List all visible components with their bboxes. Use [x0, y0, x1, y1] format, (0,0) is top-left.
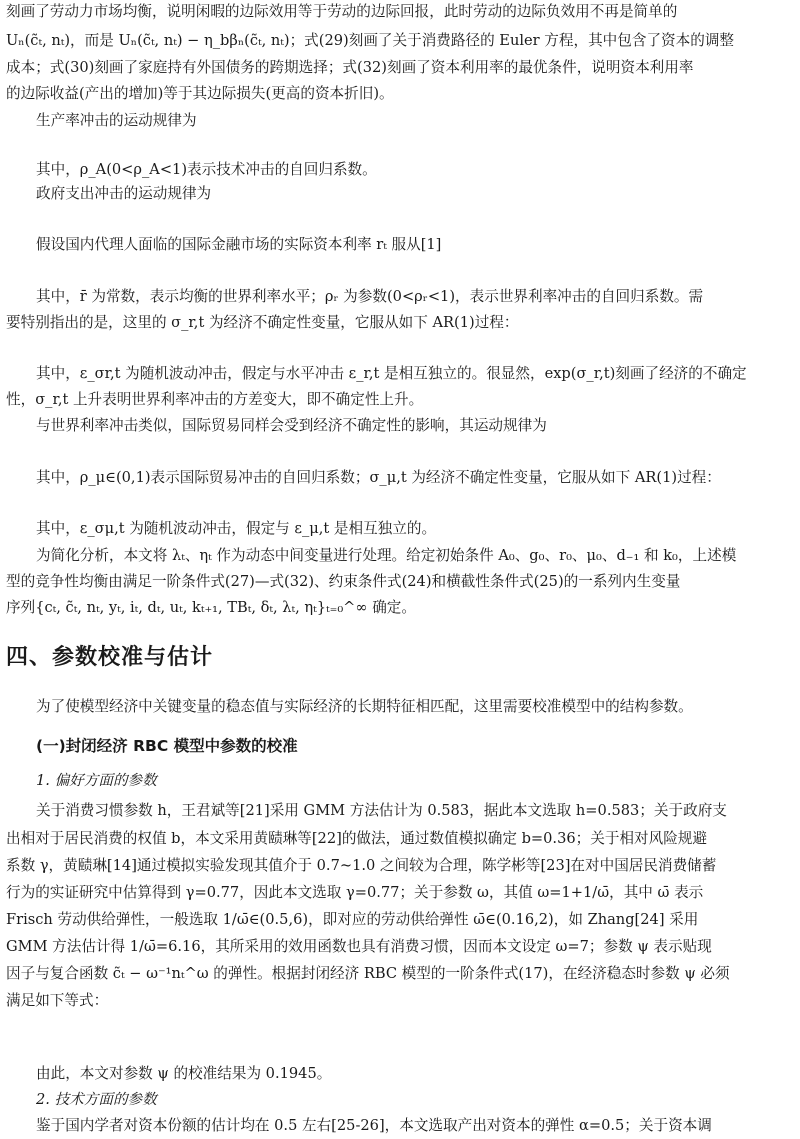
paragraph-line: 刻画了劳动力市场均衡，说明闲暇的边际效用等于劳动的边际回报，此时劳动的边际负效用不再是简单的 — [6, 3, 678, 20]
paragraph-line: 为了使模型经济中关键变量的稳态值与实际经济的长期特征相匹配，这里需要校准模型中的结构参数。 — [36, 698, 693, 715]
paragraph-line: 其中，r̄ 为常数，表示均衡的世界利率水平；ρᵣ 为参数(0<ρᵣ<1)，表示世界利率冲击的自回归系数。需 — [36, 288, 704, 305]
paragraph-line: 与世界利率冲击类似，国际贸易同样会受到经济不确定性的影响，其运动规律为 — [36, 417, 547, 434]
paragraph-line: 系数 γ，黄赜琳[14]通过模拟实验发现其值介于 0.7~1.0 之间较为合理，陈学彬等[23]在对中国居民消费储蓄 — [6, 857, 717, 874]
paragraph-line: 出相对于居民消费的权值 b，本文采用黄赜琳等[22]的做法，通过数值模拟确定 b=0.36；关于相对风险规避 — [6, 830, 707, 847]
paragraph-line: Uₙ(c̃ₜ, nₜ)，而是 Uₙ(c̃ₜ, nₜ) − η_bβₙ(c̃ₜ, nₜ)；式(29)刻画了关于消费路径的 Euler 方程，其中包含了资本的调整 — [6, 32, 735, 49]
paragraph-line: 性，σ_r,t 上升表明世界利率冲击的方差变大，即不确定性上升。 — [6, 391, 424, 408]
subsubsection-heading: 2. 技术方面的参数 — [36, 1091, 157, 1108]
paragraph-line: 行为的实证研究中估算得到 γ=0.77，因此本文选取 γ=0.77；关于参数 ω，其值 ω=1+1/ω̄，其中 ω̄ 表示 — [6, 884, 704, 901]
paragraph-line: 假设国内代理人面临的国际金融市场的实际资本利率 rₜ 服从[1] — [36, 236, 442, 253]
paragraph-line: 为简化分析，本文将 λₜ、ηₜ 作为动态中间变量进行处理。给定初始条件 A₀、g₀、r₀、μ₀、d₋₁ 和 k₀，上述模 — [36, 547, 737, 564]
paragraph-line: 成本；式(30)刻画了家庭持有外国债务的跨期选择；式(32)刻画了资本利用率的最优条件，说明资本利用率 — [6, 59, 694, 76]
paragraph-line: 的边际收益(产出的增加)等于其边际损失(更高的资本折旧)。 — [6, 85, 394, 102]
paragraph-line: GMM 方法估计得 1/ω̄=6.16，其所采用的效用函数也具有消费习惯，因而本文设定 ω=7；参数 ψ 表示贴现 — [6, 938, 712, 955]
paragraph-line: 由此，本文对参数 ψ 的校准结果为 0.1945。 — [36, 1065, 332, 1082]
paragraph-line: Frisch 劳动供给弹性，一般选取 1/ω̄∈(0.5,6)，即对应的劳动供给弹性 ω̄∈(0.16,2)，如 Zhang[24] 采用 — [6, 911, 699, 928]
paragraph-line: 生产率冲击的运动规律为 — [36, 112, 197, 129]
subsubsection-heading: 1. 偏好方面的参数 — [36, 772, 157, 789]
paragraph-line: 要特别指出的是，这里的 σ_r,t 为经济不确定性变量，它服从如下 AR(1)过程： — [6, 314, 519, 331]
paragraph-line: 其中，ρ_μ∈(0,1)表示国际贸易冲击的自回归系数；σ_μ,t 为经济不确定性变量，它服从如下 AR(1)过程： — [36, 469, 721, 486]
paragraph-line: 政府支出冲击的运动规律为 — [36, 185, 212, 202]
paragraph-line: 因子与复合函数 c̃ₜ − ω⁻¹nₜ^ω 的弹性。根据封闭经济 RBC 模型的一阶条件式(17)，在经济稳态时参数 ψ 必须 — [6, 965, 730, 982]
paragraph-line: 关于消费习惯参数 h，王君斌等[21]采用 GMM 方法估计为 0.583，据此本文选取 h=0.583；关于政府支 — [36, 802, 727, 819]
subsection-heading: (一)封闭经济 RBC 模型中参数的校准 — [36, 737, 298, 755]
paragraph-line: 满足如下等式： — [6, 992, 109, 1009]
paragraph-line: 其中，ε_σμ,t 为随机波动冲击，假定与 ε_μ,t 是相互独立的。 — [36, 520, 437, 537]
section-heading: 四、参数校准与估计 — [6, 645, 214, 670]
paragraph-line: 型的竞争性均衡由满足一阶条件式(27)—式(32)、约束条件式(24)和横截性条件式(25)的一系列内生变量 — [6, 573, 681, 590]
paragraph-line: 其中，ε_σr,t 为随机波动冲击，假定与水平冲击 ε_r,t 是相互独立的。很显然，exp(σ_r,t)刻画了经济的不确定 — [36, 365, 747, 382]
paragraph-line: 鉴于国内学者对资本份额的估计均在 0.5 左右[25-26]，本文选取产出对资本的弹性 α=0.5；关于资本调 — [36, 1117, 712, 1134]
paragraph-line: 序列{cₜ, c̃ₜ, nₜ, yₜ, iₜ, dₜ, uₜ, kₜ₊₁, TBₜ, δₜ, λₜ, ηₜ}ₜ₌₀^∞ 确定。 — [6, 599, 416, 616]
paragraph-line: 其中，ρ_A(0<ρ_A<1)表示技术冲击的自回归系数。 — [36, 161, 377, 178]
